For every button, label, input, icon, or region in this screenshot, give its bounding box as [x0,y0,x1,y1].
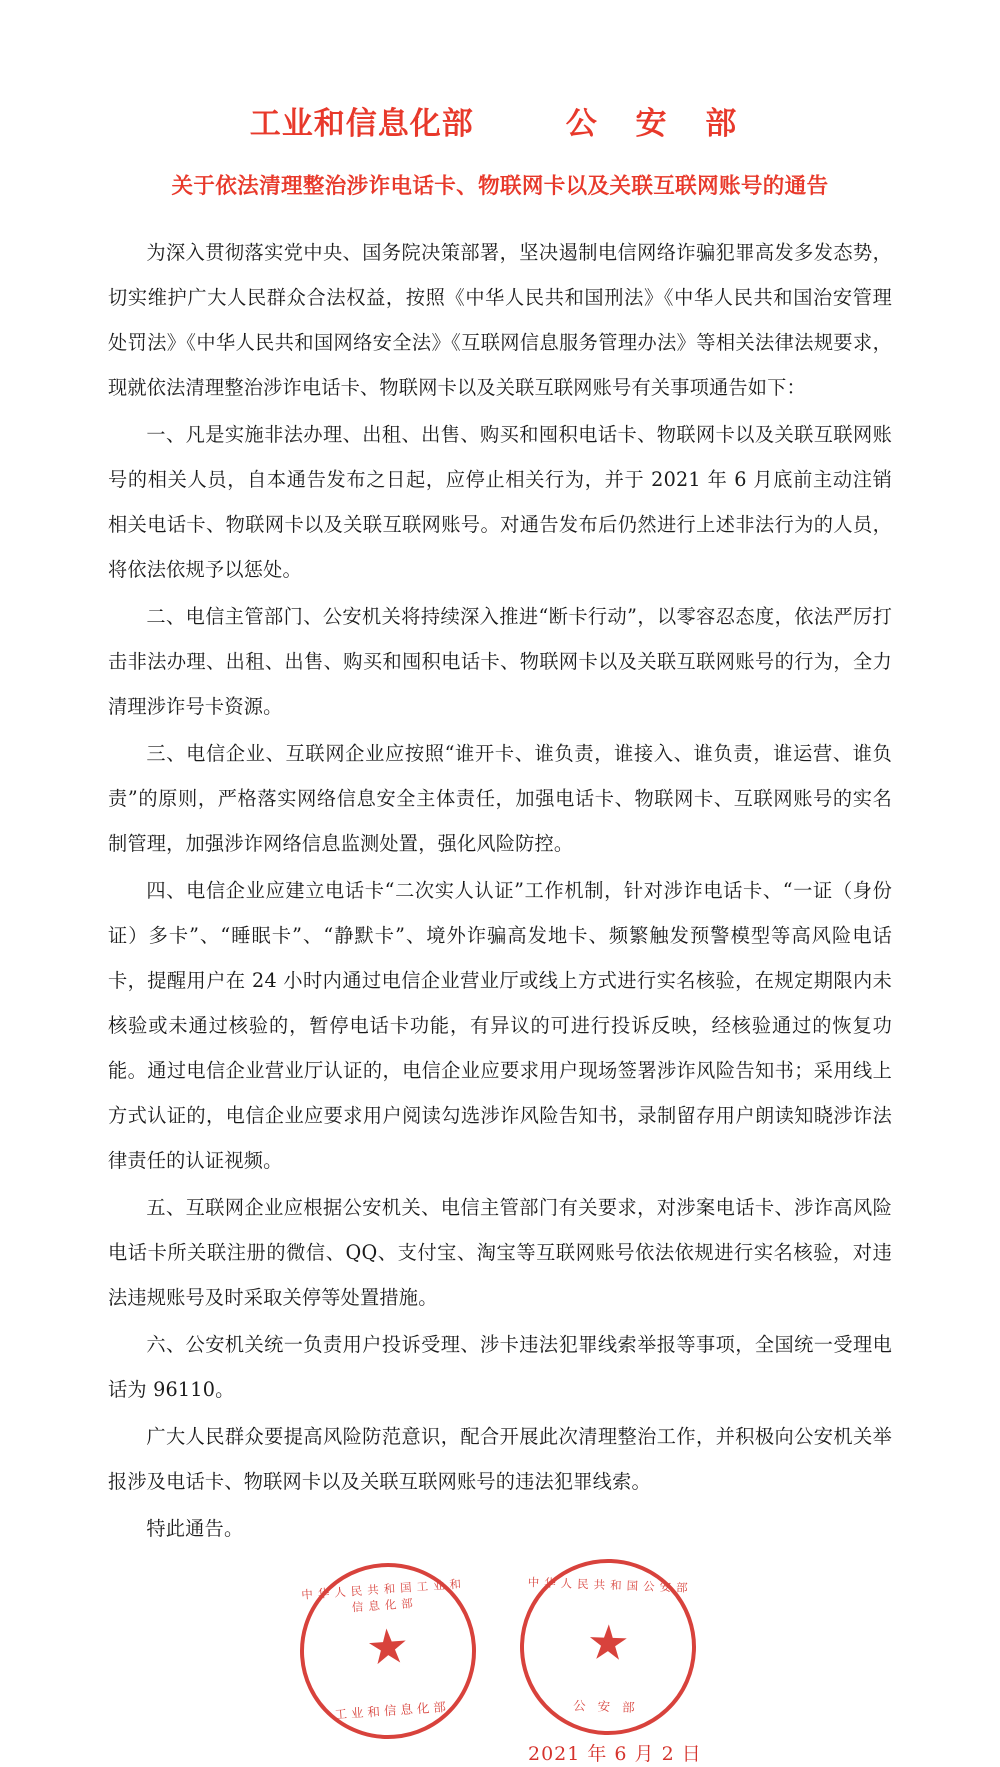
official-seal-miit [294,1557,482,1745]
paragraph-article-6: 六、公安机关统一负责用户投诉受理、涉卡违法犯罪线索举报等事项，全国统一受理电话为 96110。 [108,1333,892,1401]
seal-area [108,1557,892,1767]
document-body [108,230,892,1551]
issuing-org-mps: 公 安 部 [565,106,751,142]
paragraph-article-4: 四、电信企业应建立电话卡“二次实人认证”工作机制，针对涉诈电话卡、“一证（身份证）多卡”、“睡眠卡”、“静默卡”、境外诈骗高发地卡、频繁触发预警模型等高风险电话卡，提醒用户在 24 小时内通过电信企业营业厅或线上方式进行实名核验，在规定期限内未核验或未通过核验的，暂停电话卡功能，有异议的可进行投诉反映，经核验通过的恢复功能。通过电信企业营业厅认证的，电信企业应要求用户现场签署涉诈风险告知书；采用线上方式认证的，电信企业应要求用户阅读勾选涉诈风险告知书，录制留存用户朗读知晓涉诈法律责任的认证视频。 [108,879,892,1172]
paragraph-article-5: 五、互联网企业应根据公安机关、电信主管部门有关要求，对涉案电话卡、涉诈高风险电话卡所关联注册的微信、QQ、支付宝、淘宝等互联网账号依法依规进行实名核验，对违法违规账号及时采取关停等处置措施。 [108,1196,892,1309]
paragraph-article-3: 三、电信企业、互联网企业应按照“谁开卡、谁负责，谁接入、谁负责，谁运营、谁负责”的原则，严格落实网络信息安全主体责任，加强电话卡、物联网卡、互联网账号的实名制管理，加强涉诈网络信息监测处置，强化风险防控。 [108,742,892,855]
seal-top-text-mps: 中华人民共和国公安部 [527,1575,693,1595]
official-seal-mps [517,1556,699,1738]
seal-bottom-text-mps: 公 安 部 [572,1697,639,1716]
document-header [108,98,892,143]
paragraph-intro: 为深入贯彻落实党中央、国务院决策部署，坚决遏制电信网络诈骗犯罪高发多发态势，切实维护广大人民群众合法权益，按照《中华人民共和国刑法》《中华人民共和国治安管理处罚法》《中华人民共和国网络安全法》《互联网信息服务管理办法》等相关法律法规要求，现就依法清理整治涉诈电话卡、物联网卡以及关联互联网账号有关事项通告如下： [108,241,892,399]
seal-ring-mps [521,1560,695,1734]
paragraph-closing: 特此通告。 [146,1517,244,1540]
national-emblem-star-icon: ★ [364,1617,412,1677]
paragraph-public-notice: 广大人民群众要提高风险防范意识，配合开展此次清理整治工作，并积极向公安机关举报涉及电话卡、物联网卡以及关联互联网账号的违法犯罪线索。 [108,1425,892,1493]
issuing-org-miit: 工业和信息化部 [249,106,474,142]
paragraph-article-1: 一、凡是实施非法办理、出租、出售、购买和囤积电话卡、物联网卡以及关联互联网账号的相关人员，自本通告发布之日起，应停止相关行为，并于 2021 年 6 月底前主动注销相关电话卡、物联网卡以及关联互联网账号。对通告发布后仍然进行上述非法行为的人员，将依法依规予以惩处。 [108,423,892,581]
paragraph-article-2: 二、电信主管部门、公安机关将持续深入推进“断卡行动”，以零容忍态度，依法严厉打击非法办理、出租、出售、购买和囤积电话卡、物联网卡以及关联互联网账号的行为，全力清理涉诈号卡资源。 [108,605,892,718]
seal-top-text-miit: 中华人民共和国工业和信息化部 [300,1576,467,1615]
national-emblem-star-icon: ★ [585,1614,631,1672]
seal-bottom-text-miit: 工业和信息化部 [334,1698,451,1722]
seal-ring-miit [298,1561,477,1740]
document-title: 关于依法清理整治涉诈电话卡、物联网卡以及关联互联网账号的通告 [171,174,829,199]
issue-date: 2021 年 6 月 2 日 [528,1743,702,1765]
